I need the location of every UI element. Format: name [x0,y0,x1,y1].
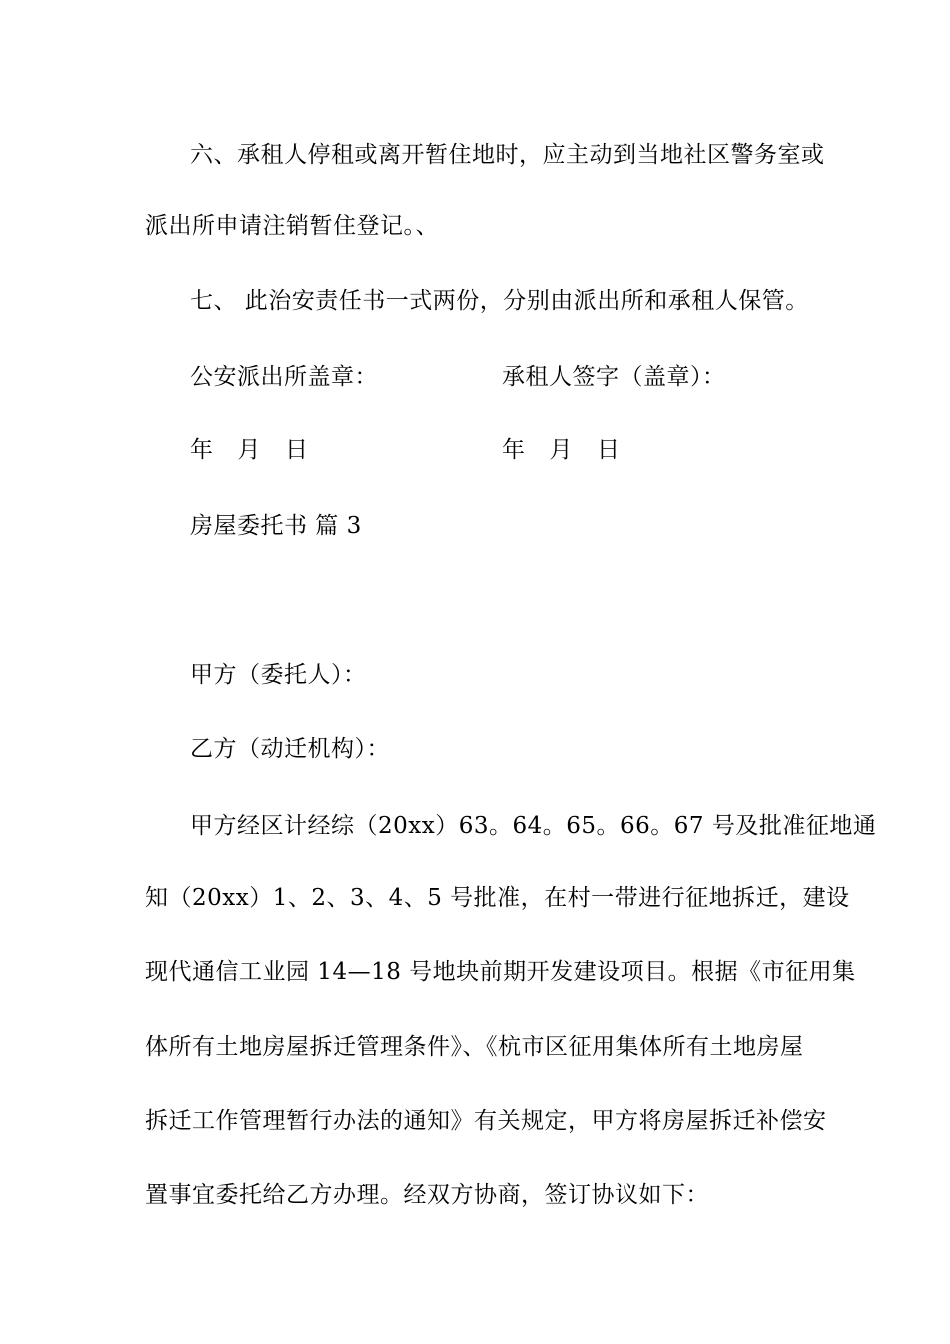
police-seal-label: 公安派出所盖章： [190,364,378,390]
section-title: 房屋委托书 篇 3 [190,513,362,539]
item7: 七、 此治安责任书一式两份，分别由派出所和承租人保管。 [190,288,809,314]
day-label: 日 [285,437,309,463]
item6-line2: 派出所申请注销暂住登记。、 [145,213,439,239]
party-b-label: 乙方（动迁机构）： [190,736,390,762]
body-line: 拆迁工作管理暂行办法的通知》有关规定，甲方将房屋拆迁补偿安 [145,1108,827,1134]
party-a-label: 甲方（委托人）： [190,662,367,688]
tenant-date [502,435,621,465]
body-line: 置事宜委托给乙方办理。经双方协商，签订协议如下： [145,1182,709,1208]
tenant-signature-label: 承租人签字（盖章）： [502,364,726,390]
year-label: 年 [190,437,214,463]
body-line: 甲方经区计经综（20xx）63。64。65。66。67 号及批准征地通 [190,813,877,839]
body-line: 现代通信工业园 14—18 号地块前期开发建设项目。根据《市征用集 [145,959,856,985]
day-label: 日 [597,437,621,463]
month-label: 月 [549,437,573,463]
body-line: 知（20xx）1、2、3、4、5 号批准，在村一带进行征地拆迁，建设 [145,885,850,911]
month-label: 月 [237,437,261,463]
police-date [190,435,810,465]
item6-line1: 六、承租人停租或离开暂住地时，应主动到当地社区警务室或 [190,142,825,168]
body-line: 体所有土地房屋拆迁管理条件》、《杭市区征用集体所有土地房屋 [145,1034,804,1060]
year-label: 年 [502,437,526,463]
